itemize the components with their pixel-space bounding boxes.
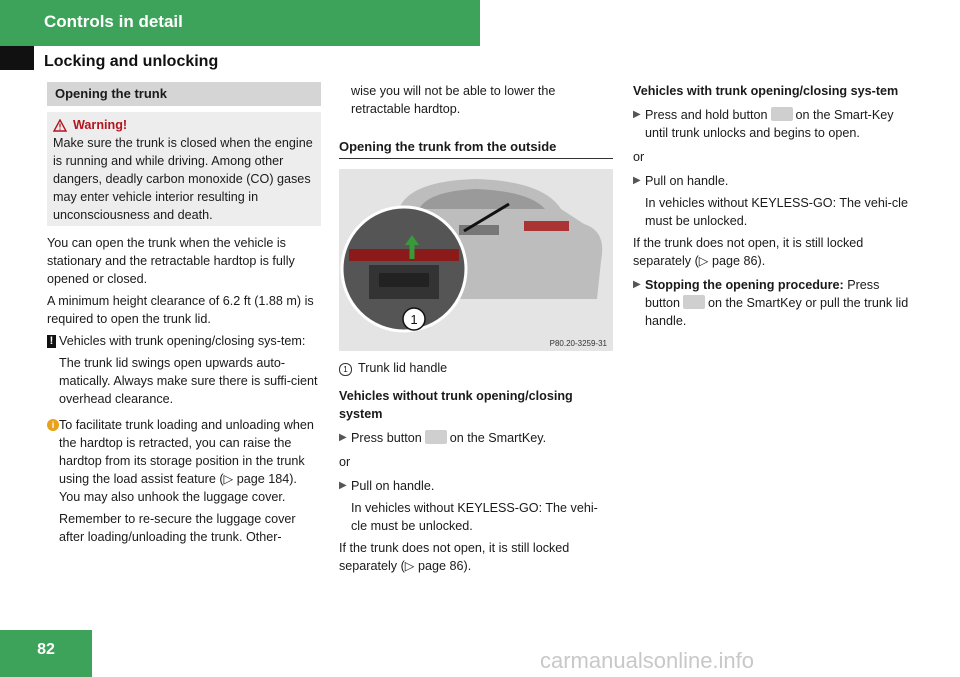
page-number-tab bbox=[0, 630, 92, 677]
trunk-key-icon bbox=[771, 107, 793, 121]
subheading: Opening the trunk from the outside bbox=[339, 138, 613, 159]
paragraph: wise you will not be able to lower the retractable hardtop. bbox=[351, 84, 556, 116]
info-icon: i bbox=[47, 419, 59, 431]
warning-triangle-icon bbox=[53, 119, 67, 132]
note-item bbox=[47, 332, 321, 350]
warning-text: Make sure the trunk is closed when the engine is running and while driving. Among other dangers, deadly carbon monoxide (CO) gases may enter vehicle interior resulting in unconsciousness and death. bbox=[53, 136, 313, 222]
subheading: Vehicles without trunk opening/closing system bbox=[339, 389, 573, 421]
warning-heading bbox=[53, 116, 315, 134]
trunk-key-icon bbox=[425, 430, 447, 444]
arrow-icon: ▶ bbox=[339, 432, 347, 443]
callout-number-icon: 1 bbox=[339, 363, 352, 376]
instruction-note: In vehicles without KEYLESS-GO: The vehi-cle must be unlocked. bbox=[645, 196, 908, 228]
trunk-key-icon bbox=[683, 295, 705, 309]
arrow-icon: ▶ bbox=[633, 279, 641, 290]
image-caption: 1 Trunk lid handle bbox=[339, 359, 613, 377]
instruction-step: ▶ Pull on handle. bbox=[633, 174, 729, 188]
warning-title: Warning! bbox=[73, 118, 128, 132]
arrow-icon: ▶ bbox=[633, 175, 641, 186]
info-item bbox=[47, 416, 321, 506]
watermark: carmanualsonline.info bbox=[540, 648, 755, 673]
chapter-header bbox=[0, 0, 480, 46]
column-2 bbox=[339, 82, 613, 575]
paragraph: You can open the trunk when the vehicle is stationary and the retractable hardtop is fully opened or closed. bbox=[47, 236, 295, 286]
box-title: Opening the trunk bbox=[47, 82, 321, 106]
callout-number: 1 bbox=[410, 312, 418, 327]
column-1 bbox=[47, 82, 321, 546]
instruction-step: ▶ Stopping the opening procedure: Press button on the SmartKey or pull the trunk lid handle. bbox=[633, 278, 909, 328]
image-code: P80.20-3259-31 bbox=[549, 339, 607, 348]
exclamation-icon: ! bbox=[47, 335, 56, 348]
trunk-photo bbox=[339, 169, 613, 351]
page-number: 82 bbox=[37, 641, 55, 658]
info-text: To facilitate trunk loading and unloading when the hardtop is retracted, you can raise the hardtop from its storage position in the trunk using the load assist feature (▷ page 184). You may also unhook the luggage cover. bbox=[59, 418, 314, 504]
instruction-step: ▶ Pull on handle. bbox=[339, 479, 435, 493]
instruction-step: ▶ Press and hold button on the Smart-Key until trunk unlocks and begins to open. bbox=[633, 108, 894, 140]
instruction-step: ▶ Press button on the SmartKey. bbox=[339, 431, 547, 445]
or-text: or bbox=[339, 455, 351, 469]
chapter-title: Controls in detail bbox=[44, 12, 183, 31]
instruction-note: In vehicles without KEYLESS-GO: The vehi-cle must be unlocked. bbox=[351, 501, 598, 533]
arrow-icon: ▶ bbox=[633, 109, 641, 120]
note-text: The trunk lid swings open upwards auto-matically. Always make sure there is suffi-cient overhead clearance. bbox=[59, 356, 318, 406]
arrow-icon: ▶ bbox=[339, 480, 347, 491]
or-text: or bbox=[633, 150, 645, 164]
section-title: Locking and unlocking bbox=[44, 53, 219, 70]
note-text: Vehicles with trunk opening/closing sys-tem: bbox=[59, 334, 306, 348]
warning-box bbox=[47, 112, 321, 226]
subheading: Vehicles with trunk opening/closing sys-tem bbox=[633, 84, 899, 98]
info-text: Remember to re-secure the luggage cover after loading/unloading the trunk. Other- bbox=[59, 512, 296, 544]
section-marker bbox=[0, 46, 34, 70]
column-3 bbox=[633, 82, 909, 330]
paragraph: If the trunk does not open, it is still locked separately (▷ page 86). bbox=[339, 541, 570, 573]
paragraph: If the trunk does not open, it is still locked separately (▷ page 86). bbox=[633, 236, 864, 268]
paragraph: A minimum height clearance of 6.2 ft (1.88 m) is required to open the trunk lid. bbox=[47, 294, 314, 326]
